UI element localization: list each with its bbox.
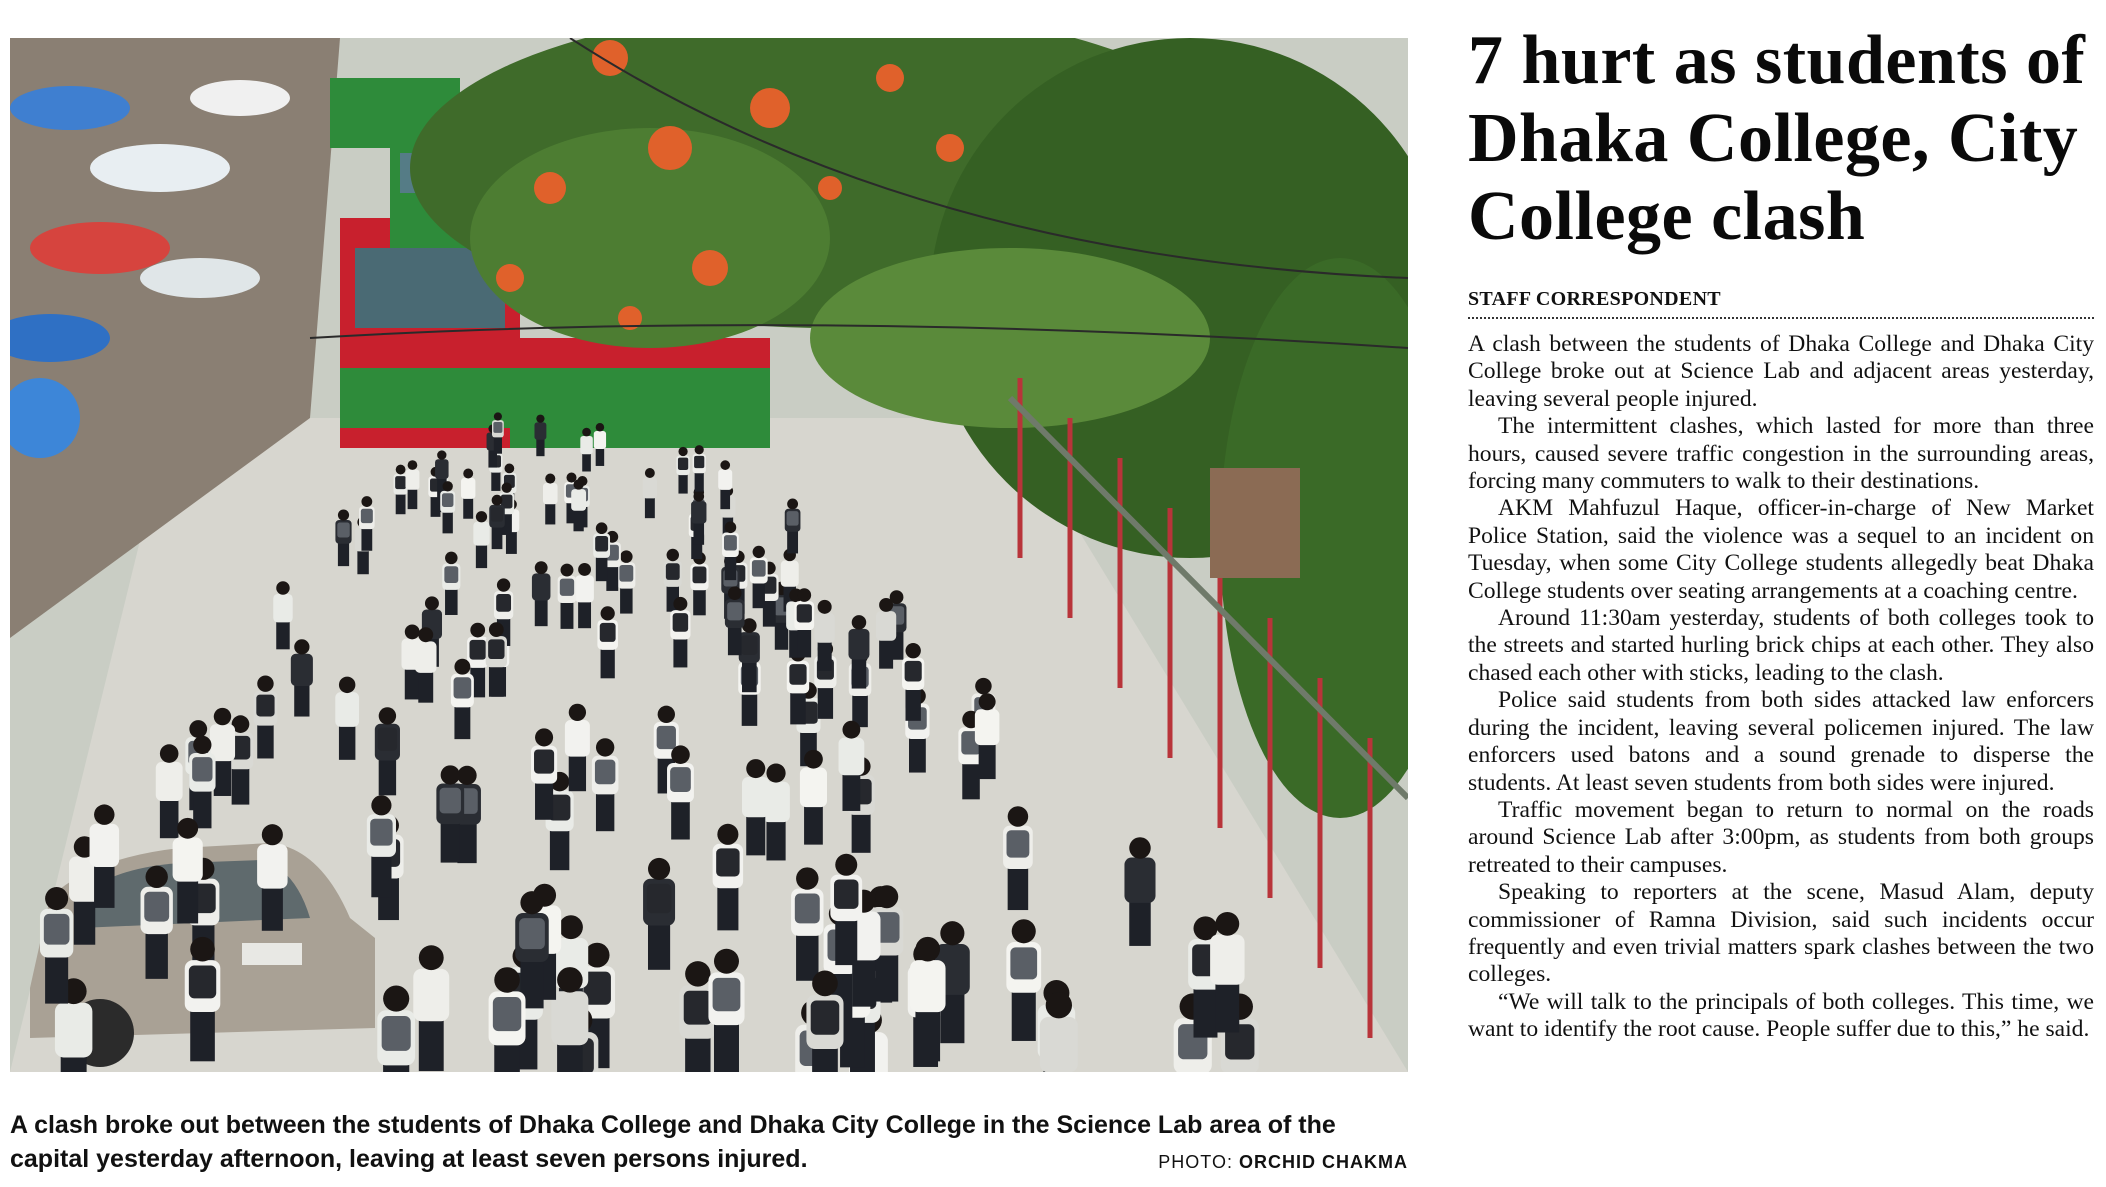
article-paragraph: A clash between the students of Dhaka College and Dhaka City College broke out at Science Lab and adjacent areas yesterday, leaving several people injured.: [1468, 331, 2094, 412]
photo-credit-name: ORCHID CHAKMA: [1239, 1152, 1408, 1172]
byline: STAFF CORRESPONDENT: [1468, 288, 2094, 319]
article-paragraph: Traffic movement began to return to normal on the roads around Science Lab after 3:00pm, as students from both groups retreated to their campuses.: [1468, 796, 2094, 878]
article-paragraph: Speaking to reporters at the scene, Masud Alam, deputy commissioner of Ramna Division, said such incidents occur frequently and even trivial matters spark clashes between the two colleges.: [1468, 879, 2094, 988]
poster: [1210, 468, 1300, 578]
photo-credit-label: PHOTO:: [1158, 1152, 1233, 1172]
street-clash-illustration: [10, 38, 1408, 1072]
article-body: [1468, 331, 2094, 1044]
article-paragraph: Police said students from both sides attacked law enforcers during the incident, leaving several policemen injured. The law enforcers used batons and a sound grenade to disperse the students. At least seven students from both sides were injured.: [1468, 687, 2094, 796]
article-paragraph: “We will talk to the principals of both colleges. This time, we want to identify the root cause. People suffer due to this,” he said.: [1468, 988, 2094, 1043]
article-paragraph: AKM Mahfuzul Haque, officer-in-charge of New Market Police Station, said the violence was a sequel to an incident on Tuesday, when some City College students allegedly beat Dhaka College students over seating arrangements at a coaching centre.: [1468, 495, 2094, 604]
news-photo: [10, 38, 1408, 1072]
photo-caption: A clash broke out between the students of Dhaka College and Dhaka City College in the Science Lab area of the capital yesterday afternoon, leaving at least seven persons injured.: [10, 1111, 1336, 1173]
article-paragraph: The intermittent clashes, which lasted for more than three hours, caused severe traffic congestion in the surrounding areas, forcing many commuters to walk to their destinations.: [1468, 413, 2094, 495]
photo-credit: [1158, 1152, 1408, 1173]
article: [1468, 22, 2094, 1044]
article-paragraph: Around 11:30am yesterday, students of both colleges took to the streets and started hurling brick chips at each other. They also chased each other with sticks, leading to the clash.: [1468, 605, 2094, 686]
headline: 7 hurt as students of Dhaka College, City College clash: [1468, 22, 2086, 255]
